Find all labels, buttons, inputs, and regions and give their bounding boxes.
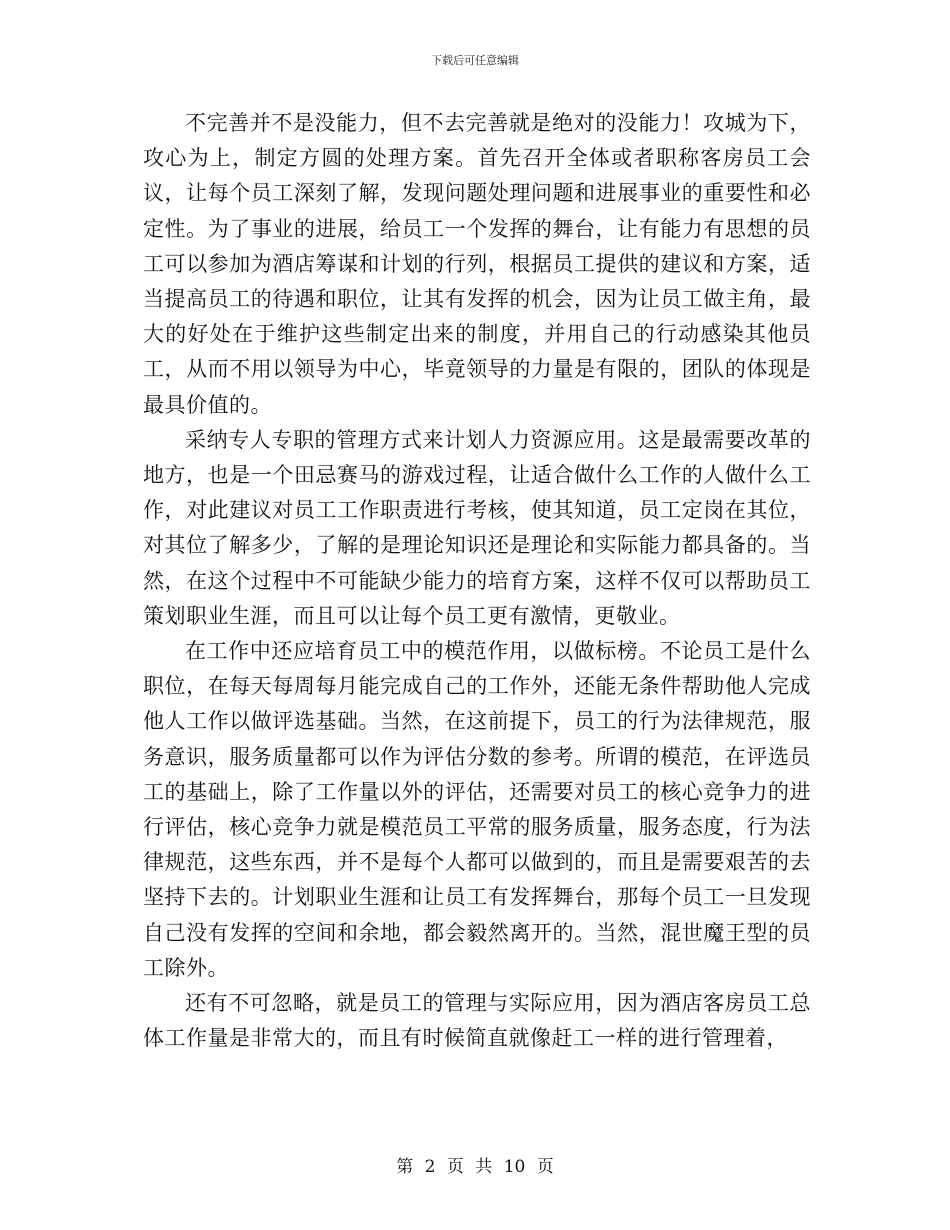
paragraph: 采纳专人专职的管理方式来计划人力资源应用。这是最需要改革的地方，也是一个田忌赛马的游戏过程，让适合做什么工作的人做什么工作，对此建议对员工工作职责进行考核，使其知道，员工定岗在其位，对其位了解多少，了解的是理论知识还是理论和实际能力都具备的。当然，在这个过程中不可能缺少能力的培育方案，这样不仅可以帮助员工策划职业生涯，而且可以让每个员工更有激情，更敬业。 xyxy=(143,427,811,628)
paragraph: 还有不可忽略，就是员工的管理与实际应用，因为酒店客房员工总体工作量是非常大的，而且有时候简直就像赶工一样的进行管理着， xyxy=(143,991,811,1051)
page-number-footer: 第 2 页 共 10 页 xyxy=(396,1157,554,1177)
page-header: 下载后可任意编辑 xyxy=(431,54,519,67)
paragraph: 不完善并不是没能力，但不去完善就是绝对的没能力！攻城为下，攻心为上，制定方圆的处理方案。首先召开全体或者职称客房员工会议，让每个员工深刻了解，发现问题处理问题和进展事业的重要性和必定性。为了事业的进展，给员工一个发挥的舞台，让有能力有思想的员工可以参加为酒店筹谋和计划的行列，根据员工提供的建议和方案，适当提高员工的待遇和职位，让其有发挥的机会，因为让员工做主角，最大的好处在于维护这些制定出来的制度，并用自己的行动感染其他员工，从而不用以领导为中心，毕竟领导的力量是有限的，团队的体现是最具价值的。 xyxy=(143,111,811,417)
document-body xyxy=(143,106,811,1056)
paragraph: 在工作中还应培育员工中的模范作用，以做标榜。不论员工是什么职位，在每天每周每月能完成自己的工作外，还能无条件帮助他人完成他人工作以做评选基础。当然，在这前提下，员工的行为法律规范，服务意识，服务质量都可以作为评估分数的参考。所谓的模范，在评选员工的基础上，除了工作量以外的评估，还需要对员工的核心竞争力的进行评估，核心竞争力就是模范员工平常的服务质量，服务态度，行为法律规范，这些东西，并不是每个人都可以做到的，而且是需要艰苦的去坚持下去的。计划职业生涯和让员工有发挥舞台，那每个员工一旦发现自己没有发挥的空间和余地，都会毅然离开的。当然，混世魔王型的员工除外。 xyxy=(143,639,811,980)
